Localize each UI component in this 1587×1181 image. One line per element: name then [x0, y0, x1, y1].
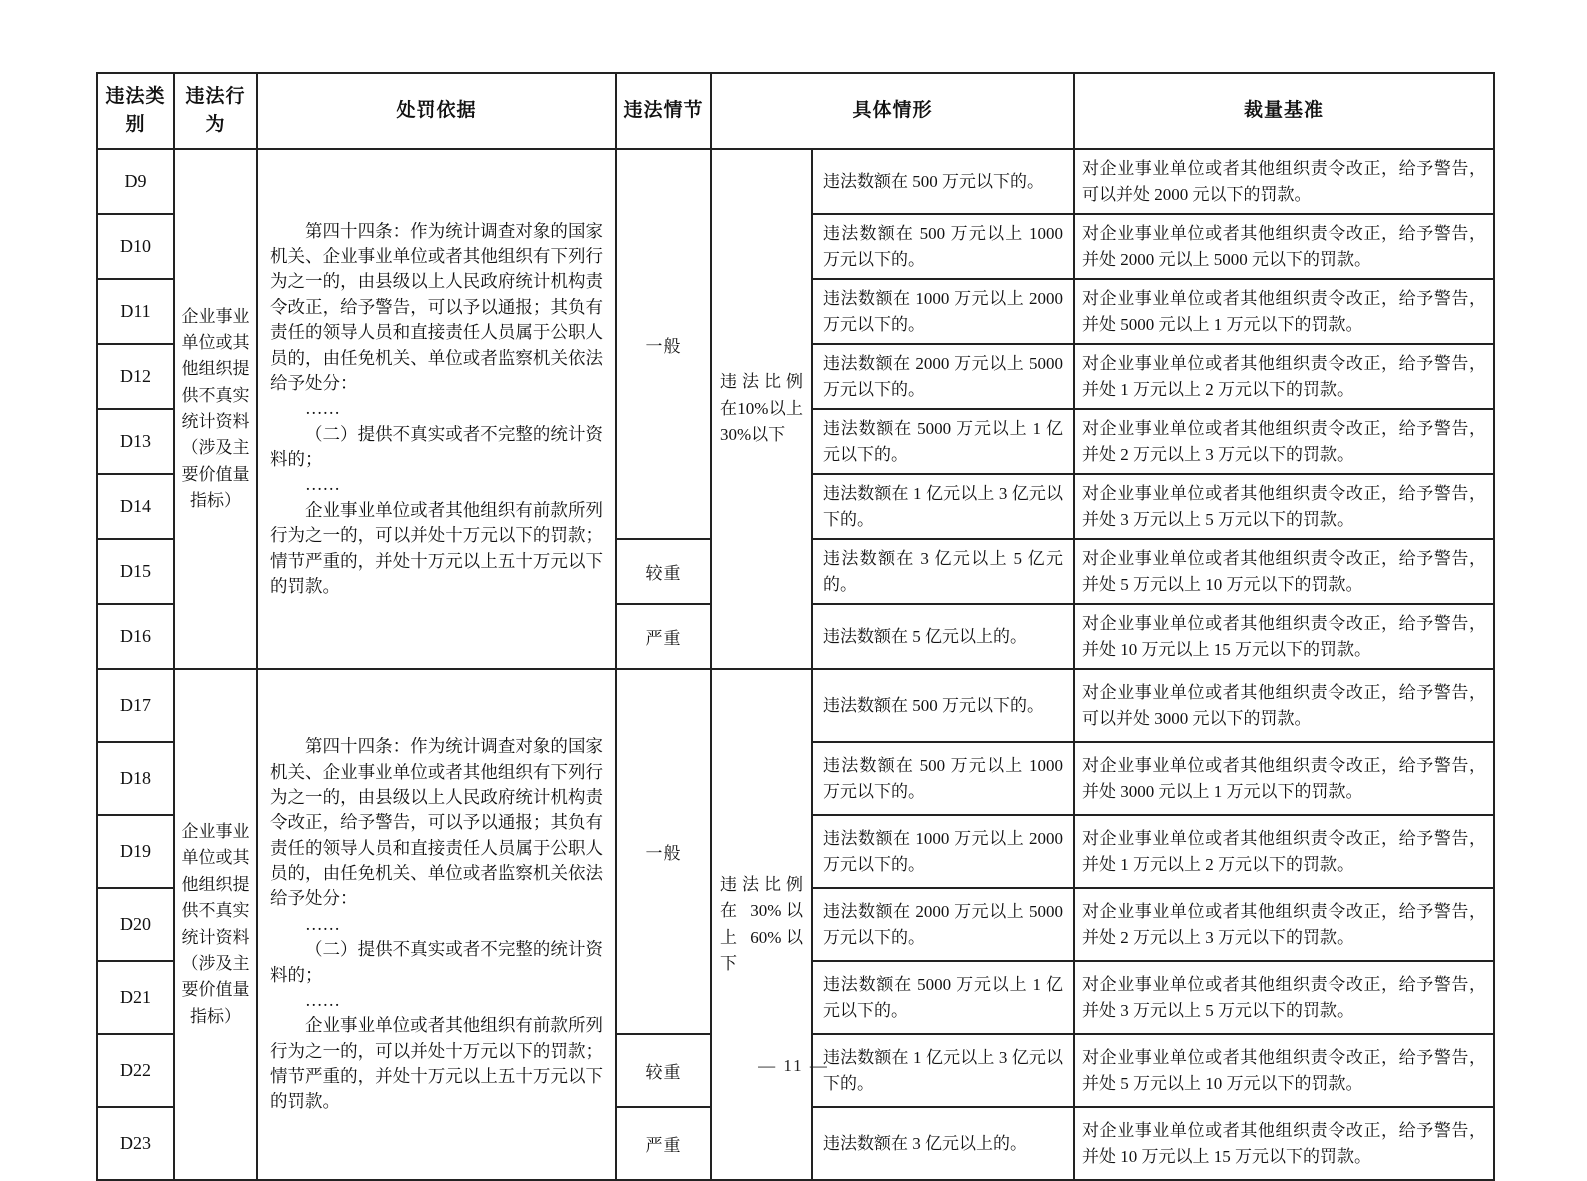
basis-paragraph: 第四十四条：作为统计调查对象的国家机关、企业事业单位或者其他组织有下列行为之一的，由县级以上人民政府统计机构责令改正，给予警告，可以予以通报；其负有责任的领导人员和直接责任人员属于公职人员的，由任免机关、单位或者监察机关依法给予处分： — [270, 220, 603, 393]
basis-paragraph: …… — [305, 989, 340, 1010]
header-violation-category: 违法类别 — [97, 73, 174, 149]
benchmark-cell: 对企业事业单位或者其他组织责令改正，给予警告，并处 2 万元以上 3 万元以下的罚款。 — [1074, 888, 1494, 961]
basis-paragraph: 企业事业单位或者其他组织有前款所列行为之一的，可以并处十万元以下的罚款；情节严重的，并处十万元以上五十万元以下的罚款。 — [270, 1015, 603, 1112]
violation-id-cell: D23 — [97, 1107, 174, 1180]
basis-paragraph: …… — [305, 474, 340, 495]
violation-id-cell: D14 — [97, 474, 174, 539]
violation-id-cell: D20 — [97, 888, 174, 961]
violation-penalty-table — [96, 72, 1495, 1181]
situation-cell: 违法数额在 5000 万元以上 1 亿元以下的。 — [812, 961, 1074, 1034]
ratio-cell: 违法比例在 30%以上 60%以下 — [711, 669, 812, 1180]
situation-cell: 违法数额在 5000 万元以上 1 亿元以下的。 — [812, 409, 1074, 474]
violation-id-cell: D19 — [97, 815, 174, 888]
header-violation-circumstance: 违法情节 — [616, 73, 711, 149]
situation-cell: 违法数额在 5 亿元以上的。 — [812, 604, 1074, 669]
situation-cell: 违法数额在 500 万元以上 1000 万元以下的。 — [812, 214, 1074, 279]
benchmark-cell: 对企业事业单位或者其他组织责令改正，给予警告，并处 1 万元以上 2 万元以下的罚款。 — [1074, 344, 1494, 409]
violation-id-cell: D12 — [97, 344, 174, 409]
benchmark-cell: 对企业事业单位或者其他组织责令改正，给予警告，并处 5 万元以上 10 万元以下的罚款。 — [1074, 1034, 1494, 1107]
benchmark-cell: 对企业事业单位或者其他组织责令改正，给予警告，并处 10 万元以上 15 万元以下的罚款。 — [1074, 1107, 1494, 1180]
basis-paragraph: 第四十四条：作为统计调查对象的国家机关、企业事业单位或者其他组织有下列行为之一的，由县级以上人民政府统计机构责令改正，给予警告，可以予以通报；其负有责任的领导人员和直接责任人员属于公职人员的，由任免机关、单位或者监察机关依法给予处分： — [270, 736, 603, 909]
benchmark-cell: 对企业事业单位或者其他组织责令改正，给予警告，并处 3 万元以上 5 万元以下的罚款。 — [1074, 961, 1494, 1034]
basis-paragraph: （二）提供不真实或者不完整的统计资料的； — [270, 423, 603, 470]
benchmark-cell: 对企业事业单位或者其他组织责令改正，给予警告，可以并处 3000 元以下的罚款。 — [1074, 669, 1494, 742]
situation-cell: 违法数额在 2000 万元以上 5000 万元以下的。 — [812, 888, 1074, 961]
benchmark-cell: 对企业事业单位或者其他组织责令改正，给予警告，并处 2000 元以上 5000 元以下的罚款。 — [1074, 214, 1494, 279]
page-number: — 11 — — [758, 1056, 829, 1075]
basis-paragraph: （二）提供不真实或者不完整的统计资料的； — [270, 939, 603, 985]
benchmark-cell: 对企业事业单位或者其他组织责令改正，给予警告，并处 5 万元以上 10 万元以下的罚款。 — [1074, 539, 1494, 604]
benchmark-cell: 对企业事业单位或者其他组织责令改正，给予警告，并处 5000 元以上 1 万元以下的罚款。 — [1074, 279, 1494, 344]
violation-id-cell: D15 — [97, 539, 174, 604]
situation-cell: 违法数额在 1000 万元以上 2000 万元以下的。 — [812, 279, 1074, 344]
benchmark-cell: 对企业事业单位或者其他组织责令改正，给予警告，并处 3 万元以上 5 万元以下的罚款。 — [1074, 474, 1494, 539]
violation-id-cell: D16 — [97, 604, 174, 669]
benchmark-cell: 对企业事业单位或者其他组织责令改正，给予警告，并处 3000 元以上 1 万元以下的罚款。 — [1074, 742, 1494, 815]
table-row — [97, 149, 1494, 214]
benchmark-cell: 对企业事业单位或者其他组织责令改正，给予警告，并处 10 万元以上 15 万元以下的罚款。 — [1074, 604, 1494, 669]
violation-id-cell: D22 — [97, 1034, 174, 1107]
situation-cell: 违法数额在 3 亿元以上 5 亿元的。 — [812, 539, 1074, 604]
circumstance-cell: 一般 — [616, 149, 711, 539]
violation-id-cell: D9 — [97, 149, 174, 214]
basis-cell — [257, 149, 616, 669]
basis-paragraph: 企业事业单位或者其他组织有前款所列行为之一的，可以并处十万元以下的罚款；情节严重的，并处十万元以上五十万元以下的罚款。 — [270, 499, 603, 596]
situation-cell: 违法数额在 1000 万元以上 2000 万元以下的。 — [812, 815, 1074, 888]
basis-paragraph: …… — [305, 913, 340, 934]
header-specific-situation: 具体情形 — [711, 73, 1074, 149]
header-penalty-basis: 处罚依据 — [257, 73, 616, 149]
situation-cell: 违法数额在 500 万元以下的。 — [812, 669, 1074, 742]
situation-cell: 违法数额在 500 万元以上 1000 万元以下的。 — [812, 742, 1074, 815]
benchmark-cell: 对企业事业单位或者其他组织责令改正，给予警告，并处 2 万元以上 3 万元以下的罚款。 — [1074, 409, 1494, 474]
situation-cell: 违法数额在 500 万元以下的。 — [812, 149, 1074, 214]
violation-id-cell: D10 — [97, 214, 174, 279]
benchmark-cell: 对企业事业单位或者其他组织责令改正，给予警告，并处 1 万元以上 2 万元以下的罚款。 — [1074, 815, 1494, 888]
header-discretion-benchmark: 裁量基准 — [1074, 73, 1494, 149]
circumstance-cell: 较重 — [616, 539, 711, 604]
basis-cell — [257, 669, 616, 1180]
situation-cell: 违法数额在 3 亿元以上的。 — [812, 1107, 1074, 1180]
situation-cell: 违法数额在 1 亿元以上 3 亿元以下的。 — [812, 474, 1074, 539]
violation-id-cell: D17 — [97, 669, 174, 742]
basis-paragraph: …… — [305, 398, 340, 419]
violation-id-cell: D21 — [97, 961, 174, 1034]
behavior-cell: 企业事业单位或其他组织提供不真实统计资料（涉及主要价值量指标） — [174, 149, 257, 669]
header-violation-behavior: 违法行为 — [174, 73, 257, 149]
circumstance-cell: 较重 — [616, 1034, 711, 1107]
situation-cell: 违法数额在 2000 万元以上 5000 万元以下的。 — [812, 344, 1074, 409]
behavior-cell: 企业事业单位或其他组织提供不真实统计资料（涉及主要价值量指标） — [174, 669, 257, 1180]
ratio-cell: 违法比例在10%以上30%以下 — [711, 149, 812, 669]
violation-id-cell: D18 — [97, 742, 174, 815]
circumstance-cell: 严重 — [616, 604, 711, 669]
violation-id-cell: D11 — [97, 279, 174, 344]
table-row — [97, 669, 1494, 742]
circumstance-cell: 严重 — [616, 1107, 711, 1180]
table-header-row — [97, 73, 1494, 149]
situation-cell: 违法数额在 1 亿元以上 3 亿元以下的。 — [812, 1034, 1074, 1107]
circumstance-cell: 一般 — [616, 669, 711, 1034]
violation-id-cell: D13 — [97, 409, 174, 474]
benchmark-cell: 对企业事业单位或者其他组织责令改正，给予警告，可以并处 2000 元以下的罚款。 — [1074, 149, 1494, 214]
